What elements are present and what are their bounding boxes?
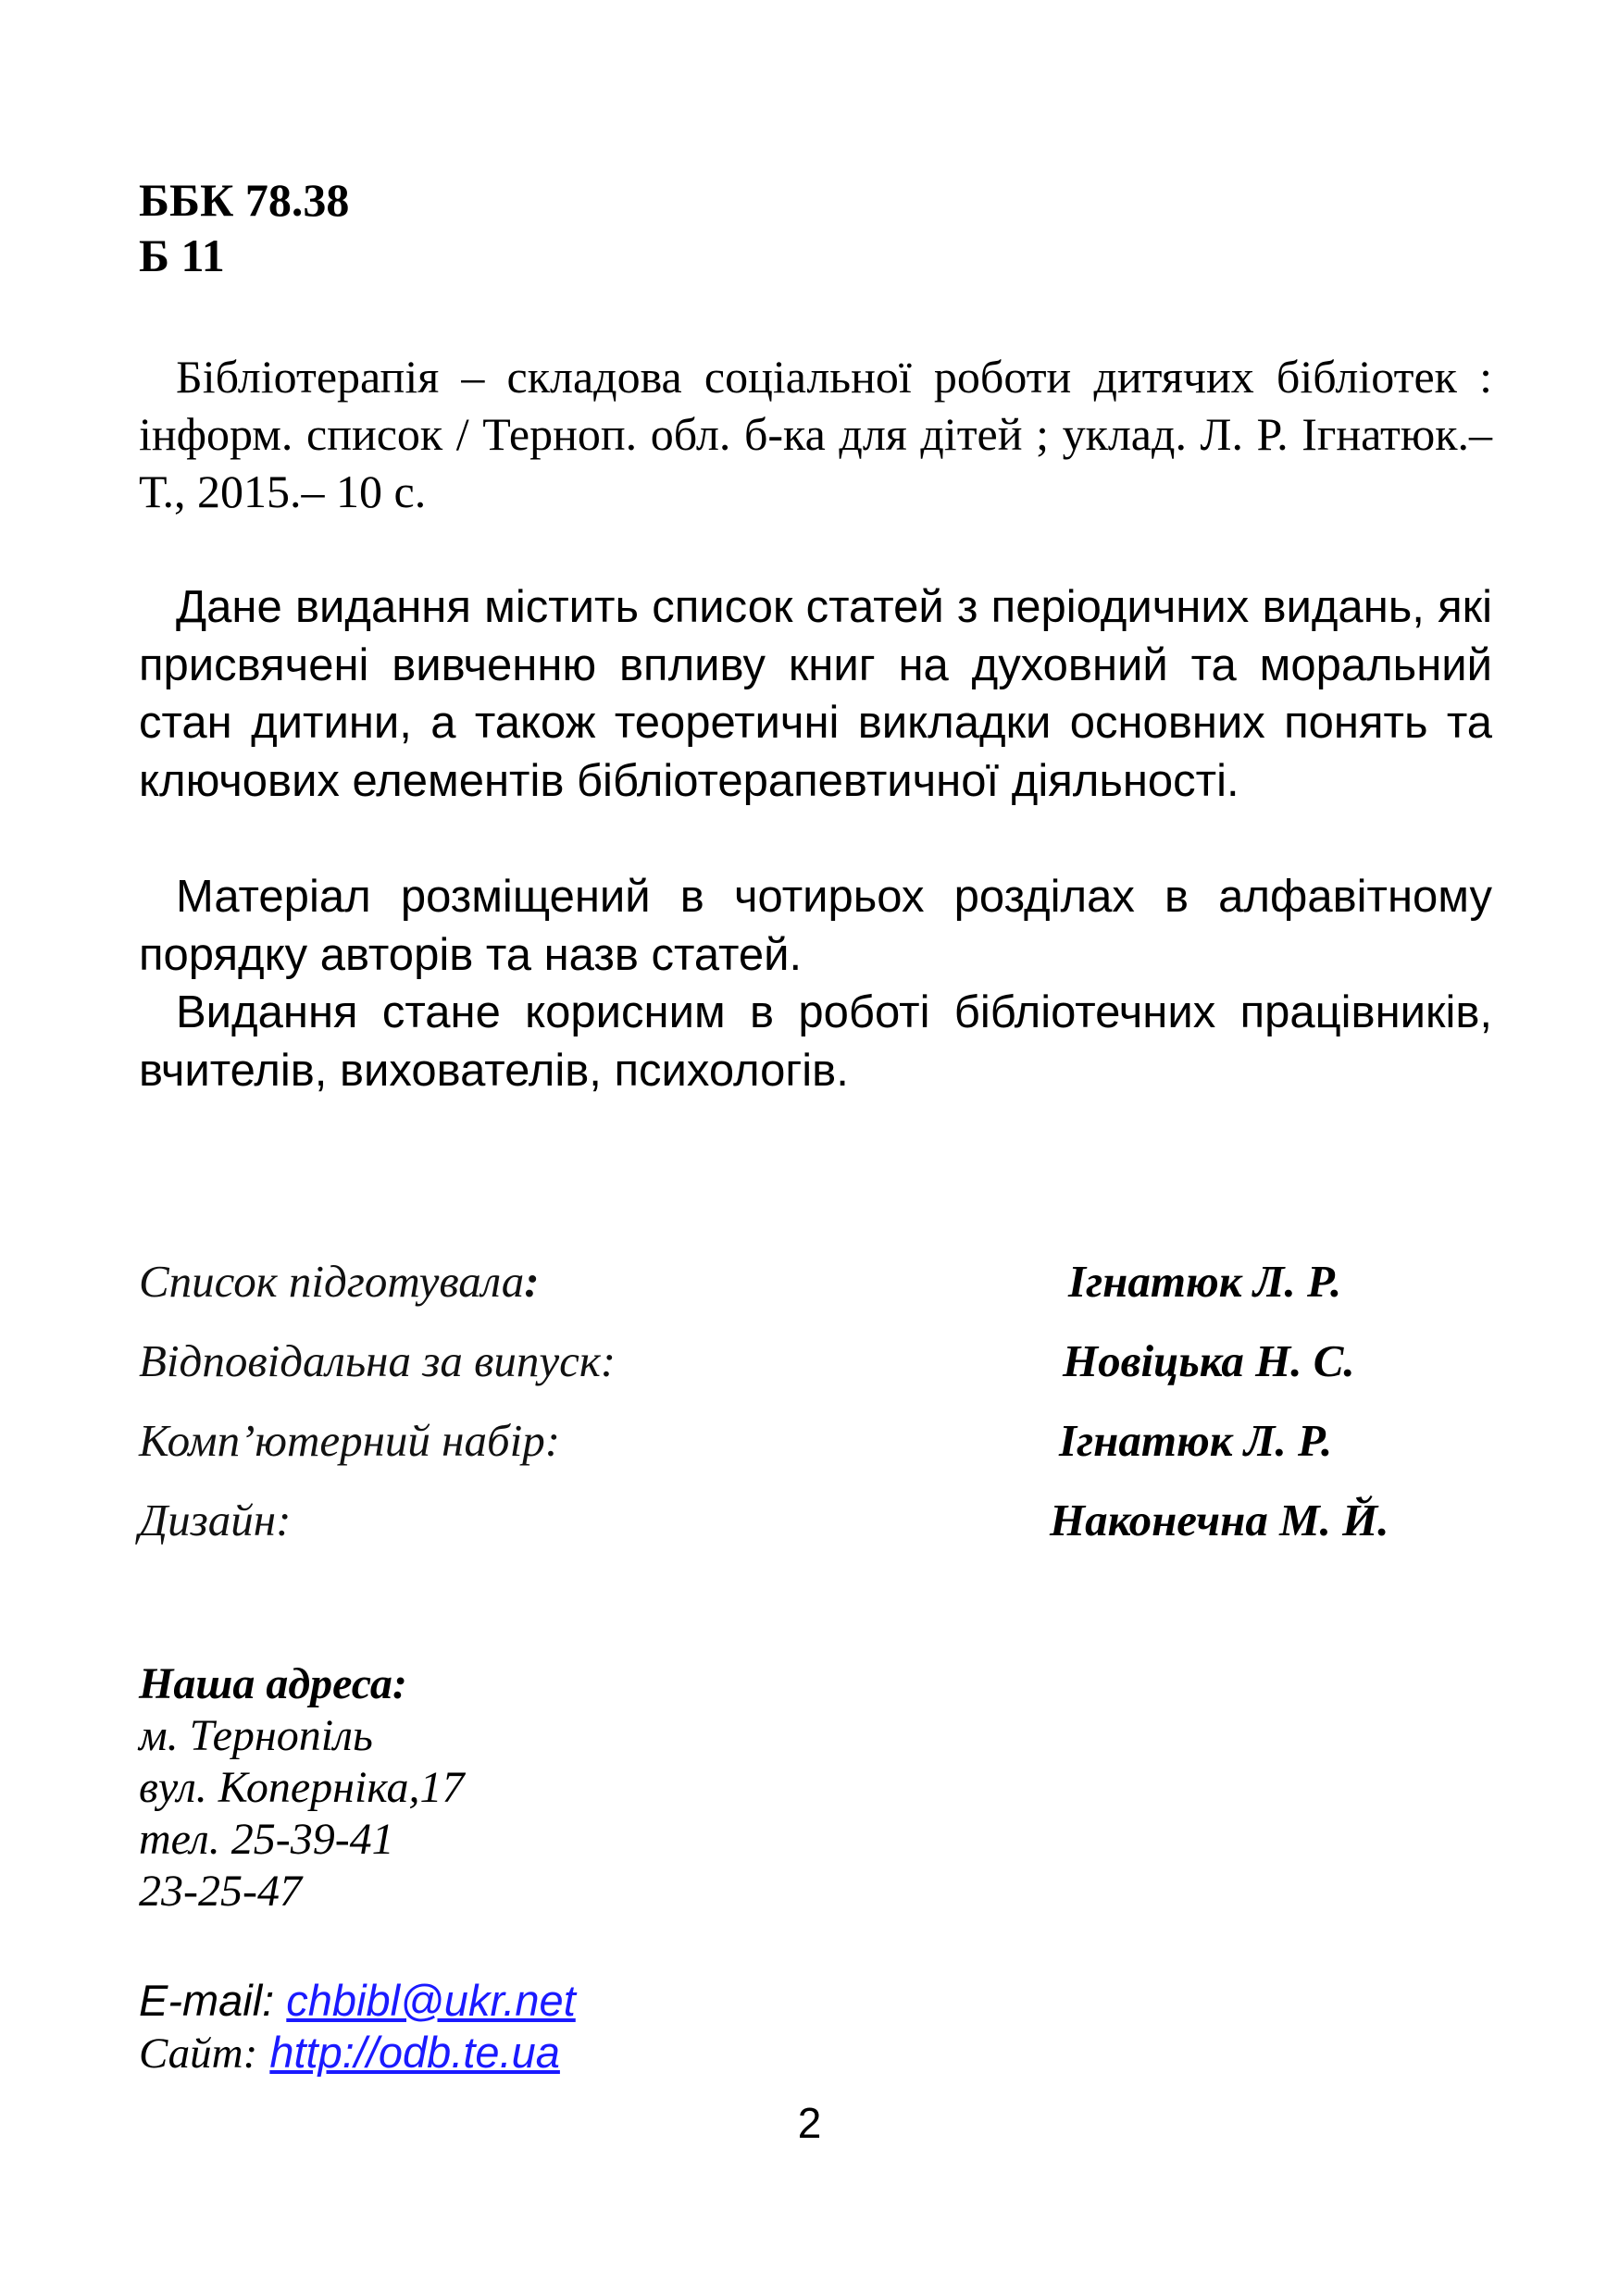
email-link[interactable]: chbibl@ukr.net — [286, 1976, 576, 2025]
credit-row-typesetting — [139, 1409, 1492, 1488]
address-title: Наша адреса: — [139, 1659, 407, 1708]
address-street: вул. Коперніка,17 — [139, 1763, 465, 1812]
address-city: м. Тернопіль — [139, 1711, 373, 1760]
email-line — [139, 1975, 576, 2027]
page-number: 2 — [797, 2099, 822, 2147]
credit-label: Список підготувала: — [139, 1256, 540, 1307]
bbk-code: ББК 78.38 — [139, 174, 350, 226]
credit-label: Комп’ютерний набір: — [139, 1415, 561, 1466]
credit-name: Новіцька Н. С. — [1063, 1335, 1355, 1386]
site-label: Сайт: — [139, 2029, 258, 2078]
site-line — [139, 2027, 576, 2079]
credit-row-design — [139, 1488, 1492, 1568]
author-mark: Б 11 — [139, 230, 225, 281]
credit-name: Ігнатюк Л. Р. — [1068, 1256, 1342, 1307]
annotation-description: Дане видання містить список статей з періодичних видань, які присвячені вивченню впливу книг на духовний та моральний стан дитини, а також теоретичні викладки основних понять та ключових елементів бібліотерапевтичної діяльності. — [139, 582, 1492, 806]
address-phone-2: 23-25-47 — [139, 1867, 302, 1916]
credit-row-responsible — [139, 1329, 1492, 1409]
address-block — [139, 1658, 465, 1917]
credit-label: Відповідальна за випуск: — [139, 1335, 616, 1386]
credit-name: Наконечна М. Й. — [1050, 1495, 1389, 1545]
address-phone: тел. 25-39-41 — [139, 1815, 394, 1864]
annotation-usefulness: Видання стане корисним в роботі бібліотечних працівників, вчителів, вихователів, психологів. — [139, 987, 1492, 1096]
contacts-block — [139, 1975, 576, 2079]
bibliographic-citation: Бібліотерапія – складова соціальної роботи дитячих бібліотек : інформ. список / Терноп. обл. б-ка для дітей ; уклад. Л. Р. Ігнатюк.– Т., 2015.– 10 с. — [139, 351, 1492, 517]
site-link[interactable]: http://odb.te.ua — [269, 2028, 560, 2077]
credit-name: Ігнатюк Л. Р. — [1059, 1415, 1333, 1466]
credit-row-compiler — [139, 1249, 1492, 1329]
email-label: E-mail: — [139, 1976, 275, 2025]
annotation-material: Матеріал розміщений в чотирьох розділах в алфавітному порядку авторів та назв статей. — [139, 872, 1492, 980]
classification-block — [139, 172, 349, 283]
credits-block — [139, 1249, 1492, 1568]
credit-label: Дизайн: — [139, 1495, 292, 1545]
